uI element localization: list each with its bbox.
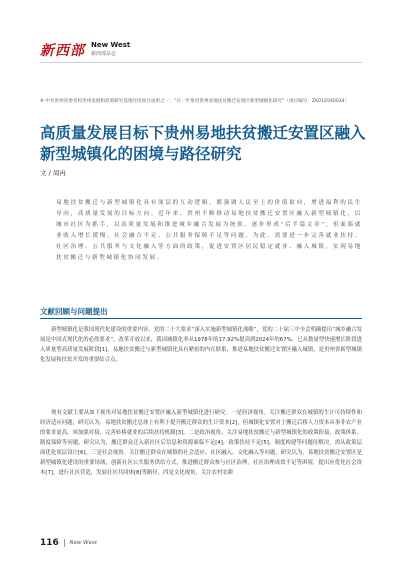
section-divider xyxy=(40,318,362,319)
funding-note: ※ 中共贵州省委党校贵州发展和政策研究基地年度项目成果之一：“在一步推进贵州易地扶贫搬迁安置区新型城镇化研究”（项目编号：ZK01Z040034） xyxy=(40,99,350,104)
body-paragraph-1: 新型城镇化是我国现代化建设的重要内容。党的二十大要求“深入实施新型城镇化战略”，党的二十届三中全会明确提出“城乡融合发展是中国式现代化的必然要求”。改革开放以来，我国城镇化率从1978年的17.92%提高到2024年的67%，已从数量型快速增长阶段进入质量型高质量发展阶段[1]。易地扶贫搬迁与新型城镇化具有紧密的内在联系，推进易地扶贫搬迁安置区融入城镇，是贵州省新型城镇化发展和扶贫开发的重要结合点。 xyxy=(40,327,362,363)
page-footer xyxy=(40,538,97,548)
section-title: 文献回顾与问题提出 xyxy=(40,307,108,316)
logo-chinese: 新西部 xyxy=(40,43,85,59)
article-abstract: 易地扶贫搬迁与新型城镇化具有深层的互动逻辑，都强调人民至上的价值取向，增进福利的民生导向，高质量发展的目标方向。近年来，贵州不断推动易地扶贫搬迁安置区融入新型城镇化，以城市社区为抓手，以高质量发展和推进城乡融合发展为统领，逐步形成“后半篇文章”，但面临就业收入增长缓慢、社会融合不足、公共服务保障不足等问题。为此，需要进一步完善就业扶持、社区治理、公共服务与文化融入等方面的政策，促进安置区居民稳定就业、融入城镇，实现易地扶贫搬迁与新型城镇化协同发展。 xyxy=(56,200,362,261)
header-divider xyxy=(40,62,362,63)
article-title: 高质量发展目标下贵州易地扶贫搬迁安置区融入新型城镇化的困境与路径研究 xyxy=(40,123,366,163)
page-number: 116 xyxy=(40,538,59,548)
footer-magazine-name: New West xyxy=(69,540,97,546)
article-author: 文 / 周冉 xyxy=(40,169,66,177)
footer-separator xyxy=(64,539,65,547)
logo-english xyxy=(91,41,130,59)
logo-english-line2: 新西部杂志 xyxy=(91,51,117,57)
magazine-logo xyxy=(40,40,130,60)
logo-english-line1: New West xyxy=(91,41,131,49)
body-paragraph-2: 现有文献主要从如下视角对易地扶贫搬迁安置区融入新型城镇化进行研究：一是经济视角。关注搬迁群众在城镇的生计可持续性和经济适应问题，研究认为，易地扶贫搬迁总体上有利于提升搬迁群众的生计资本[2]，但城镇化安置对于搬迁后移人力资本从事非农产业的要求更高，须加强对接，完善转移就业的后续扶持机制[3]。二是政治视角。关注易地扶贫搬迁与新型城镇化的政策衔接、政策体系、制度保障等问题，研究认为，搬迁群众迁入新社区后信息和资源面临不足[4]，政策扶持不足[5]，制度构建等问题待解决，需从政策层面优化顶层设计[6]。三是社会视角。关注搬迁群众在城镇的社会适应、社区融入、文化融入等问题，研究认为，易地扶贫搬迁安置区是新型城镇化建设的重要场域，创新社区公共服务供给方式，推进搬迁群众参与社区治理，社区治理成效不足等困境，提出应优化社会资本[7]，进行社区营造，发展社区共同体[8]等路径。四是文化视角。关注农村农耕 xyxy=(40,410,362,476)
